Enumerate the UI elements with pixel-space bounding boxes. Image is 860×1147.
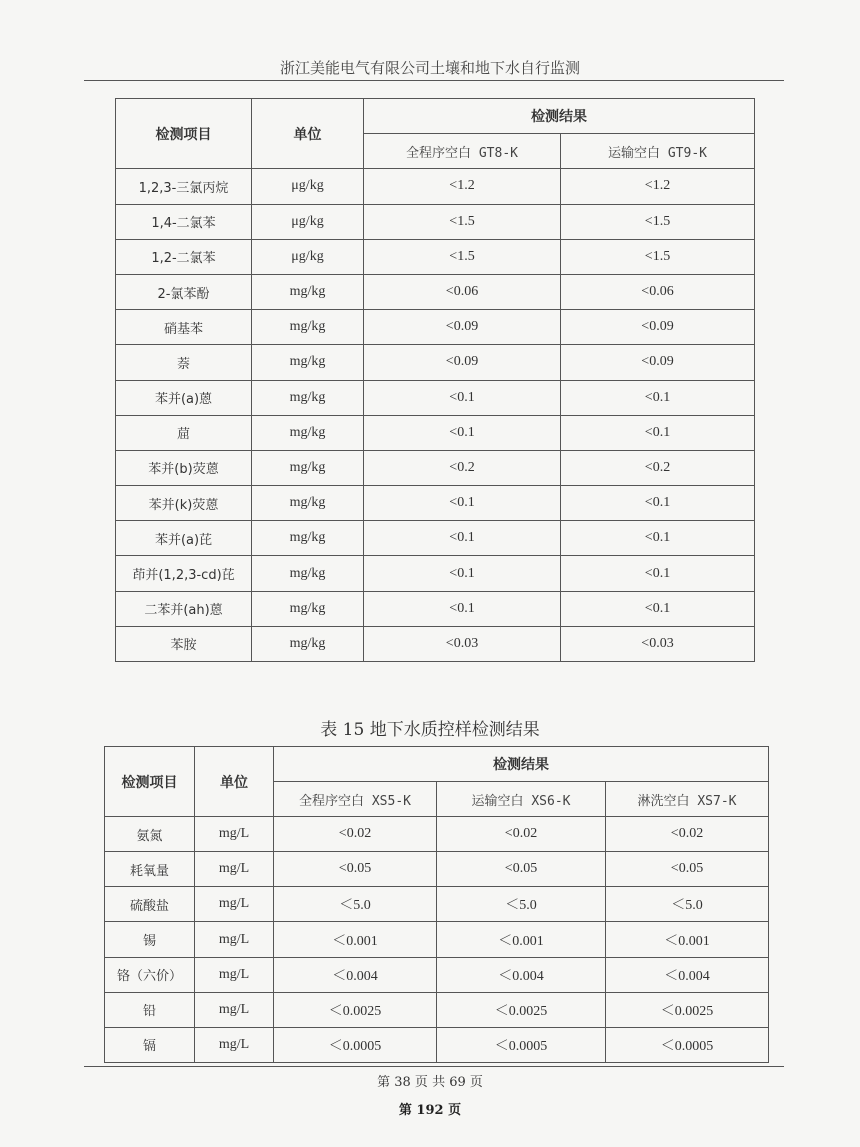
sub-header-xs5k: 全程序空白 XS5-K <box>274 782 437 817</box>
cell-result: <0.1 <box>364 591 561 626</box>
table-row <box>116 169 755 204</box>
table-body <box>105 817 769 1063</box>
table-row <box>116 556 755 591</box>
cell-unit: mg/kg <box>252 345 364 380</box>
cell-item: 茚并(1,2,3-cd)芘 <box>116 556 252 591</box>
cell-unit: mg/kg <box>252 274 364 309</box>
cell-result: <1.5 <box>364 204 561 239</box>
cell-item: 铬（六价） <box>105 957 195 992</box>
cell-result: <0.06 <box>364 274 561 309</box>
cell-result: ＜0.0005 <box>437 1027 606 1062</box>
cell-unit: mg/kg <box>252 591 364 626</box>
sub-header-xs6k: 运输空白 XS6-K <box>437 782 606 817</box>
col-header-unit: 单位 <box>195 747 274 817</box>
cell-result: <0.1 <box>364 521 561 556</box>
cell-result: <0.1 <box>561 521 755 556</box>
table-row <box>116 450 755 485</box>
cell-result: ＜0.004 <box>437 957 606 992</box>
cell-unit: μg/kg <box>252 204 364 239</box>
cell-result: ＜0.004 <box>606 957 769 992</box>
page-number: 第 38 页 共 69 页 <box>377 1075 483 1090</box>
cell-result: ＜0.0025 <box>274 992 437 1027</box>
cell-result: <0.03 <box>561 626 755 661</box>
cell-result: <0.02 <box>274 817 437 852</box>
cell-result: <0.1 <box>364 486 561 521</box>
table-row <box>116 415 755 450</box>
cell-unit: mg/L <box>195 817 274 852</box>
cell-result: ＜0.0005 <box>274 1027 437 1062</box>
table-row <box>105 1027 769 1062</box>
header-rule <box>84 80 784 81</box>
table-row <box>105 887 769 922</box>
cell-result: <0.09 <box>364 310 561 345</box>
table-row <box>116 486 755 521</box>
table-row <box>116 626 755 661</box>
cell-result: <0.05 <box>274 852 437 887</box>
cell-unit: mg/L <box>195 887 274 922</box>
cell-item: 二苯并(ah)蒽 <box>116 591 252 626</box>
table-caption: 表 15 地下水质控样检测结果 <box>320 720 540 740</box>
cell-item: 耗氧量 <box>105 852 195 887</box>
cell-result: <1.5 <box>561 204 755 239</box>
groundwater-qc-results-table <box>104 746 769 1063</box>
cell-result: <0.1 <box>561 415 755 450</box>
cell-unit: mg/L <box>195 852 274 887</box>
cell-item: 苯并(a)芘 <box>116 521 252 556</box>
cell-item: 2-氯苯酚 <box>116 274 252 309</box>
cell-result: <0.03 <box>364 626 561 661</box>
table-row <box>105 852 769 887</box>
page-header-title: 浙江美能电气有限公司土壤和地下水自行监测 <box>279 59 580 77</box>
cell-result: <1.5 <box>561 239 755 274</box>
col-header-results: 检测结果 <box>364 99 755 134</box>
cell-unit: μg/kg <box>252 239 364 274</box>
cell-result: ＜0.001 <box>274 922 437 957</box>
cell-item: 苯并(a)蒽 <box>116 380 252 415</box>
cell-result: <0.09 <box>364 345 561 380</box>
footer-rule <box>84 1066 784 1067</box>
cell-result: <0.05 <box>606 852 769 887</box>
cell-item: 铅 <box>105 992 195 1027</box>
cell-item: 锡 <box>105 922 195 957</box>
cell-result: ＜5.0 <box>437 887 606 922</box>
cell-result: <0.2 <box>561 450 755 485</box>
cell-item: 硫酸盐 <box>105 887 195 922</box>
cell-result: ＜0.0025 <box>606 992 769 1027</box>
cell-unit: mg/kg <box>252 521 364 556</box>
cell-item: 氨氮 <box>105 817 195 852</box>
sub-header-xs7k: 淋洗空白 XS7-K <box>606 782 769 817</box>
col-header-unit: 单位 <box>252 99 364 169</box>
cell-result: <1.5 <box>364 239 561 274</box>
cell-result: ＜0.0005 <box>606 1027 769 1062</box>
cell-item: 1,2,3-三氯丙烷 <box>116 169 252 204</box>
table-row <box>116 591 755 626</box>
table-row <box>116 204 755 239</box>
cell-unit: mg/kg <box>252 310 364 345</box>
cell-result: <0.06 <box>561 274 755 309</box>
sub-header-gt8k: 全程序空白 GT8-K <box>364 134 561 169</box>
cell-item: 萘 <box>116 345 252 380</box>
cell-unit: mg/kg <box>252 626 364 661</box>
cell-item: 1,4-二氯苯 <box>116 204 252 239</box>
cell-result: ＜5.0 <box>274 887 437 922</box>
table-row <box>116 239 755 274</box>
cell-result: <0.09 <box>561 310 755 345</box>
cell-item: 硝基苯 <box>116 310 252 345</box>
table-row <box>105 817 769 852</box>
cell-result: <1.2 <box>364 169 561 204</box>
table-row <box>116 274 755 309</box>
col-header-item: 检测项目 <box>105 747 195 817</box>
cell-item: 苯并(k)荧蒽 <box>116 486 252 521</box>
cell-result: ＜0.001 <box>437 922 606 957</box>
cell-result: ＜0.004 <box>274 957 437 992</box>
cell-unit: mg/kg <box>252 556 364 591</box>
col-header-results: 检测结果 <box>274 747 769 782</box>
table-row <box>105 992 769 1027</box>
cell-result: <1.2 <box>561 169 755 204</box>
cell-result: ＜0.001 <box>606 922 769 957</box>
cell-result: <0.1 <box>364 380 561 415</box>
cell-unit: mg/L <box>195 922 274 957</box>
cell-result: <0.1 <box>561 556 755 591</box>
cell-result: <0.02 <box>437 817 606 852</box>
cell-result: <0.05 <box>437 852 606 887</box>
cell-unit: mg/L <box>195 957 274 992</box>
cell-result: <0.2 <box>364 450 561 485</box>
cell-result: ＜0.0025 <box>437 992 606 1027</box>
cell-unit: mg/kg <box>252 450 364 485</box>
table-row <box>105 957 769 992</box>
table-row <box>116 521 755 556</box>
col-header-item: 检测项目 <box>116 99 252 169</box>
cell-result: <0.1 <box>561 486 755 521</box>
cell-unit: mg/L <box>195 1027 274 1062</box>
cell-unit: μg/kg <box>252 169 364 204</box>
cell-result: <0.1 <box>364 556 561 591</box>
cell-result: <0.1 <box>364 415 561 450</box>
cell-result: <0.02 <box>606 817 769 852</box>
document-page-number: 第 192 页 <box>398 1103 462 1118</box>
cell-unit: mg/kg <box>252 415 364 450</box>
table-row <box>116 380 755 415</box>
cell-item: 苯胺 <box>116 626 252 661</box>
table-row <box>116 310 755 345</box>
cell-result: ＜5.0 <box>606 887 769 922</box>
cell-item: 镉 <box>105 1027 195 1062</box>
cell-unit: mg/L <box>195 992 274 1027</box>
cell-item: 苯并(b)荧蒽 <box>116 450 252 485</box>
cell-unit: mg/kg <box>252 486 364 521</box>
cell-result: <0.1 <box>561 591 755 626</box>
table-body <box>116 169 755 662</box>
cell-unit: mg/kg <box>252 380 364 415</box>
sub-header-gt9k: 运输空白 GT9-K <box>561 134 755 169</box>
table-row <box>105 922 769 957</box>
cell-result: <0.1 <box>561 380 755 415</box>
cell-item: 䓛 <box>116 415 252 450</box>
cell-item: 1,2-二氯苯 <box>116 239 252 274</box>
soil-qc-results-table <box>115 98 755 662</box>
table-row <box>116 345 755 380</box>
cell-result: <0.09 <box>561 345 755 380</box>
